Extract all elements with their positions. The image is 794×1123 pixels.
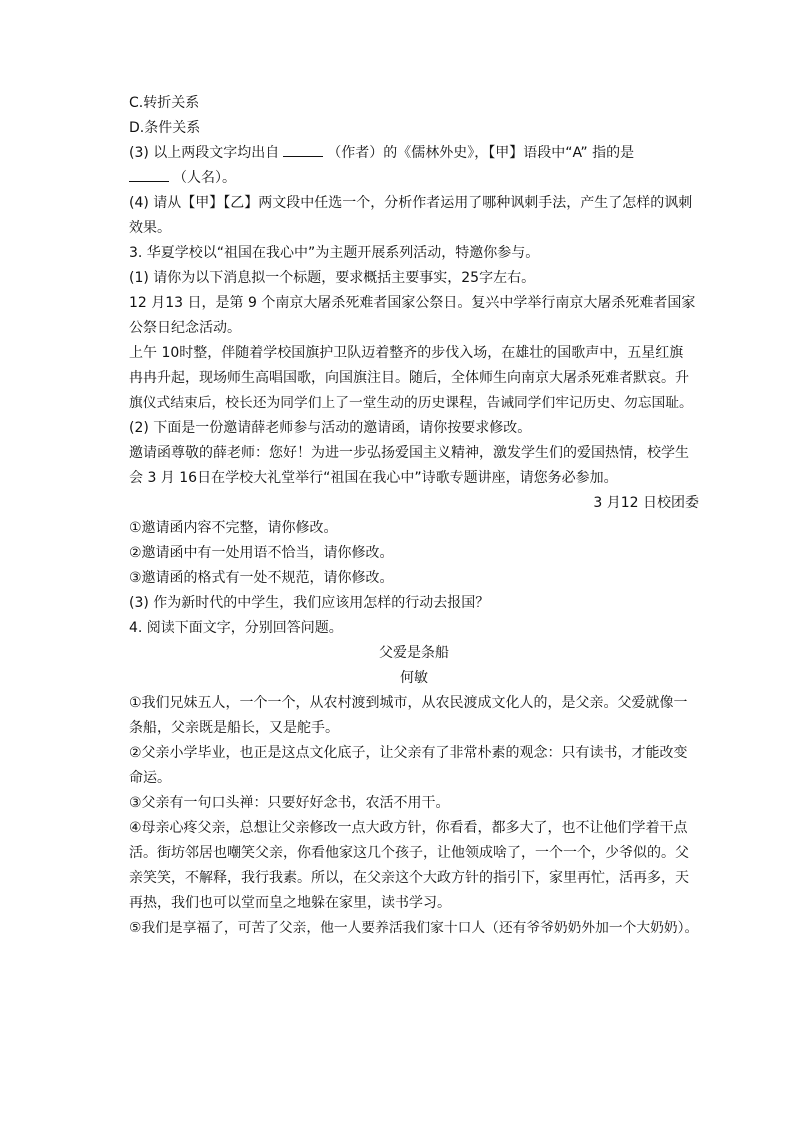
article-title: 父爱是条船	[379, 645, 449, 661]
task-2: ②邀请函中有一处用语不恰当，请你修改。	[129, 545, 394, 561]
task-1: ①邀请函内容不完整，请你修改。	[129, 520, 338, 536]
news-line-2: 公祭日纪念活动。	[129, 320, 241, 336]
paragraph-1-line1: ①我们兄妹五人，一个一个，从农村渡到城市，从农民渡成文化人的，是父亲。父爱就像一	[129, 695, 688, 711]
paragraph-4-line4: 再热，我们也可以堂而皇之地躲在家里，读书学习。	[129, 895, 451, 911]
sub-question-3: (3) 作为新时代的中学生，我们应该用怎样的行动去报国？	[129, 595, 490, 611]
sub-question-2: (2) 下面是一份邀请薛老师参与活动的邀请函，请你按要求修改。	[129, 420, 532, 436]
paragraph-3: ③父亲有一句口头禅：只要好好念书，农活不用干。	[129, 795, 450, 811]
task-3: ③邀请函的格式有一处不规范，请你修改。	[129, 570, 394, 586]
question-4-intro: 4. 阅读下面文字，分别回答问题。	[129, 620, 343, 636]
question-3-3-line1	[129, 141, 699, 166]
invitation-line-2: 会 3 月 16日在学校大礼堂举行“祖国在我心中”诗歌专题讲座，请您务必参加。	[129, 470, 618, 486]
q3-text-pre: (3) 以上两段文字均出自	[129, 145, 280, 161]
news-line-4: 冉冉升起，现场师生高唱国歌，向国旗注目。随后，全体师生向南京大屠杀死难者默哀。升	[129, 370, 689, 386]
news-line-5: 旗仪式结束后，校长还为同学们上了一堂生动的历史课程，告诫同学们牢记历史、勿忘国耻。	[129, 395, 693, 411]
invitation-signature: 3 月12 日校团委	[593, 495, 699, 511]
question-3-4-line1: (4) 请从【甲】【乙】两文段中任选一个，分析作者运用了哪种讽刺手法，产生了怎样的讽刺	[129, 195, 693, 211]
news-line-1: 12 月13 日，是第 9 个南京大屠杀死难者国家公祭日。复兴中学举行南京大屠杀死难者国家	[129, 295, 696, 311]
q3-line2-text: （人名）。	[173, 170, 236, 186]
document-page	[129, 91, 699, 941]
q3-text-post: （作者）的《儒林外史》，【甲】语段中“A” 指的是	[327, 145, 635, 161]
sub-question-1: (1) 请你为以下消息拟一个标题，要求概括主要事实，25字左右。	[129, 270, 536, 286]
paragraph-2-line1: ②父亲小学毕业，也正是这点文化底子，让父亲有了非常朴素的观念：只有读书，才能改变	[129, 745, 688, 761]
invitation-line-1: 邀请函尊敬的薛老师：您好！为进一步弘扬爱国主义精神，激发学生们的爱国热情，校学生	[129, 445, 689, 461]
news-line-3: 上午 10时整，伴随着学校国旗护卫队迈着整齐的步伐入场，在雄壮的国歌声中，五星红旗	[129, 345, 684, 361]
paragraph-4-line2: 活。街坊邻居也嘲笑父亲，你看他家这几个孩子，让他领成啥了，一个一个，少爷似的。父	[129, 845, 689, 861]
paragraph-4-line1: ④母亲心疼父亲，总想让父亲修改一点大政方针，你看看，都多大了，也不让他们学着干点	[129, 820, 688, 836]
question-3-3-line2	[129, 166, 699, 191]
paragraph-2-line2: 命运。	[129, 770, 171, 786]
article-author: 何敏	[400, 670, 428, 686]
paragraph-1-line2: 条船，父亲既是船长，又是舵手。	[129, 720, 339, 736]
option-c: C.转折关系	[129, 95, 200, 111]
question-3-intro: 3. 华夏学校以“祖国在我心中”为主题开展系列活动，特邀你参与。	[129, 245, 540, 261]
paragraph-5: ⑤我们是享福了，可苦了父亲，他一人要养活我们家十口人（还有爷爷奶奶外加一个大奶奶）。	[129, 920, 699, 936]
option-d: D.条件关系	[129, 120, 201, 136]
question-3-4-line2: 效果。	[129, 220, 171, 236]
blank-person-name	[129, 167, 169, 182]
blank-author	[283, 142, 323, 157]
paragraph-4-line3: 亲笑笑，不解释，我行我素。所以，在父亲这个大政方针的指引下，家里再忙，活再多，天	[129, 870, 689, 886]
